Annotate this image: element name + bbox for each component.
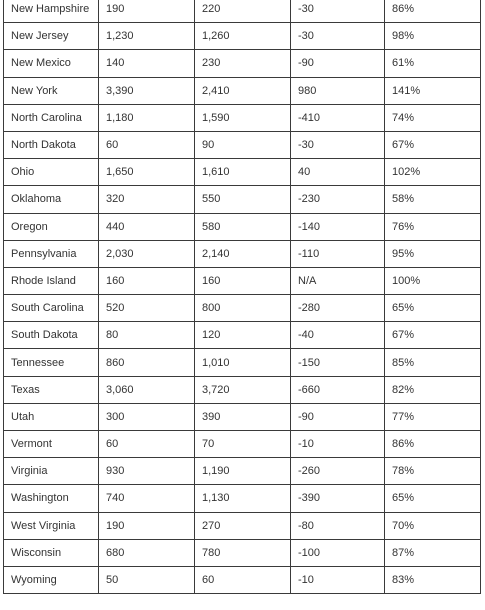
table-body (4, 0, 481, 594)
percent-cell: 86% (385, 431, 481, 458)
percent-cell: 67% (385, 322, 481, 349)
value-1-cell: 320 (99, 186, 195, 213)
value-1-cell: 1,650 (99, 159, 195, 186)
difference-cell: -660 (291, 376, 385, 403)
percent-cell: 76% (385, 213, 481, 240)
table-row (4, 23, 481, 50)
value-2-cell: 780 (195, 539, 291, 566)
table-row (4, 512, 481, 539)
value-2-cell: 1,260 (195, 23, 291, 50)
value-1-cell: 520 (99, 295, 195, 322)
state-cell: Vermont (4, 431, 99, 458)
difference-cell: -110 (291, 240, 385, 267)
state-cell: Texas (4, 376, 99, 403)
table-row (4, 566, 481, 593)
table-row (4, 77, 481, 104)
difference-cell: 980 (291, 77, 385, 104)
table-row (4, 458, 481, 485)
value-1-cell: 140 (99, 50, 195, 77)
table-row (4, 403, 481, 430)
value-1-cell: 1,180 (99, 104, 195, 131)
value-2-cell: 60 (195, 566, 291, 593)
value-2-cell: 580 (195, 213, 291, 240)
value-1-cell: 3,060 (99, 376, 195, 403)
percent-cell: 58% (385, 186, 481, 213)
difference-cell: -140 (291, 213, 385, 240)
state-cell: Wisconsin (4, 539, 99, 566)
state-cell: North Dakota (4, 131, 99, 158)
state-cell: South Carolina (4, 295, 99, 322)
percent-cell: 95% (385, 240, 481, 267)
percent-cell: 98% (385, 23, 481, 50)
difference-cell: -30 (291, 0, 385, 23)
table-row (4, 50, 481, 77)
difference-cell: -410 (291, 104, 385, 131)
state-cell: Virginia (4, 458, 99, 485)
value-2-cell: 1,130 (195, 485, 291, 512)
value-1-cell: 80 (99, 322, 195, 349)
difference-cell: 40 (291, 159, 385, 186)
difference-cell: -150 (291, 349, 385, 376)
table-row (4, 131, 481, 158)
state-cell: New Mexico (4, 50, 99, 77)
difference-cell: -30 (291, 23, 385, 50)
table-row (4, 213, 481, 240)
value-2-cell: 230 (195, 50, 291, 77)
difference-cell: -10 (291, 566, 385, 593)
value-2-cell: 3,720 (195, 376, 291, 403)
value-2-cell: 1,590 (195, 104, 291, 131)
percent-cell: 70% (385, 512, 481, 539)
difference-cell: -230 (291, 186, 385, 213)
difference-cell: N/A (291, 267, 385, 294)
value-1-cell: 160 (99, 267, 195, 294)
state-data-table (3, 0, 481, 594)
value-2-cell: 1,190 (195, 458, 291, 485)
difference-cell: -10 (291, 431, 385, 458)
state-cell: South Dakota (4, 322, 99, 349)
value-1-cell: 3,390 (99, 77, 195, 104)
value-1-cell: 190 (99, 512, 195, 539)
table-row (4, 104, 481, 131)
percent-cell: 67% (385, 131, 481, 158)
percent-cell: 102% (385, 159, 481, 186)
value-1-cell: 1,230 (99, 23, 195, 50)
difference-cell: -90 (291, 403, 385, 430)
table-row (4, 267, 481, 294)
value-1-cell: 60 (99, 131, 195, 158)
value-1-cell: 930 (99, 458, 195, 485)
value-1-cell: 50 (99, 566, 195, 593)
state-cell: Oklahoma (4, 186, 99, 213)
value-2-cell: 90 (195, 131, 291, 158)
percent-cell: 86% (385, 0, 481, 23)
state-cell: Pennsylvania (4, 240, 99, 267)
value-2-cell: 2,410 (195, 77, 291, 104)
value-2-cell: 270 (195, 512, 291, 539)
state-cell: Wyoming (4, 566, 99, 593)
value-1-cell: 740 (99, 485, 195, 512)
value-2-cell: 160 (195, 267, 291, 294)
difference-cell: -30 (291, 131, 385, 158)
state-cell: Utah (4, 403, 99, 430)
value-2-cell: 1,010 (195, 349, 291, 376)
value-2-cell: 70 (195, 431, 291, 458)
difference-cell: -90 (291, 50, 385, 77)
value-2-cell: 390 (195, 403, 291, 430)
state-cell: North Carolina (4, 104, 99, 131)
state-cell: West Virginia (4, 512, 99, 539)
state-cell: New York (4, 77, 99, 104)
value-1-cell: 60 (99, 431, 195, 458)
value-2-cell: 1,610 (195, 159, 291, 186)
percent-cell: 85% (385, 349, 481, 376)
table-row (4, 431, 481, 458)
value-1-cell: 300 (99, 403, 195, 430)
table-row (4, 0, 481, 23)
state-cell: Rhode Island (4, 267, 99, 294)
table-row (4, 376, 481, 403)
percent-cell: 77% (385, 403, 481, 430)
percent-cell: 61% (385, 50, 481, 77)
percent-cell: 82% (385, 376, 481, 403)
table-row (4, 295, 481, 322)
state-cell: New Hampshire (4, 0, 99, 23)
percent-cell: 100% (385, 267, 481, 294)
percent-cell: 65% (385, 295, 481, 322)
table-row (4, 485, 481, 512)
difference-cell: -260 (291, 458, 385, 485)
value-2-cell: 550 (195, 186, 291, 213)
difference-cell: -40 (291, 322, 385, 349)
difference-cell: -80 (291, 512, 385, 539)
state-cell: Washington (4, 485, 99, 512)
value-2-cell: 2,140 (195, 240, 291, 267)
percent-cell: 78% (385, 458, 481, 485)
state-cell: Oregon (4, 213, 99, 240)
percent-cell: 87% (385, 539, 481, 566)
percent-cell: 65% (385, 485, 481, 512)
value-2-cell: 220 (195, 0, 291, 23)
table-row (4, 159, 481, 186)
value-1-cell: 680 (99, 539, 195, 566)
value-2-cell: 800 (195, 295, 291, 322)
percent-cell: 141% (385, 77, 481, 104)
state-cell: Tennessee (4, 349, 99, 376)
table-row (4, 322, 481, 349)
table-row (4, 539, 481, 566)
table-row (4, 186, 481, 213)
state-data-table-container (3, 0, 480, 594)
difference-cell: -280 (291, 295, 385, 322)
value-1-cell: 860 (99, 349, 195, 376)
percent-cell: 74% (385, 104, 481, 131)
difference-cell: -100 (291, 539, 385, 566)
percent-cell: 83% (385, 566, 481, 593)
table-row (4, 240, 481, 267)
value-1-cell: 2,030 (99, 240, 195, 267)
difference-cell: -390 (291, 485, 385, 512)
value-1-cell: 190 (99, 0, 195, 23)
value-1-cell: 440 (99, 213, 195, 240)
state-cell: Ohio (4, 159, 99, 186)
state-cell: New Jersey (4, 23, 99, 50)
value-2-cell: 120 (195, 322, 291, 349)
table-row (4, 349, 481, 376)
